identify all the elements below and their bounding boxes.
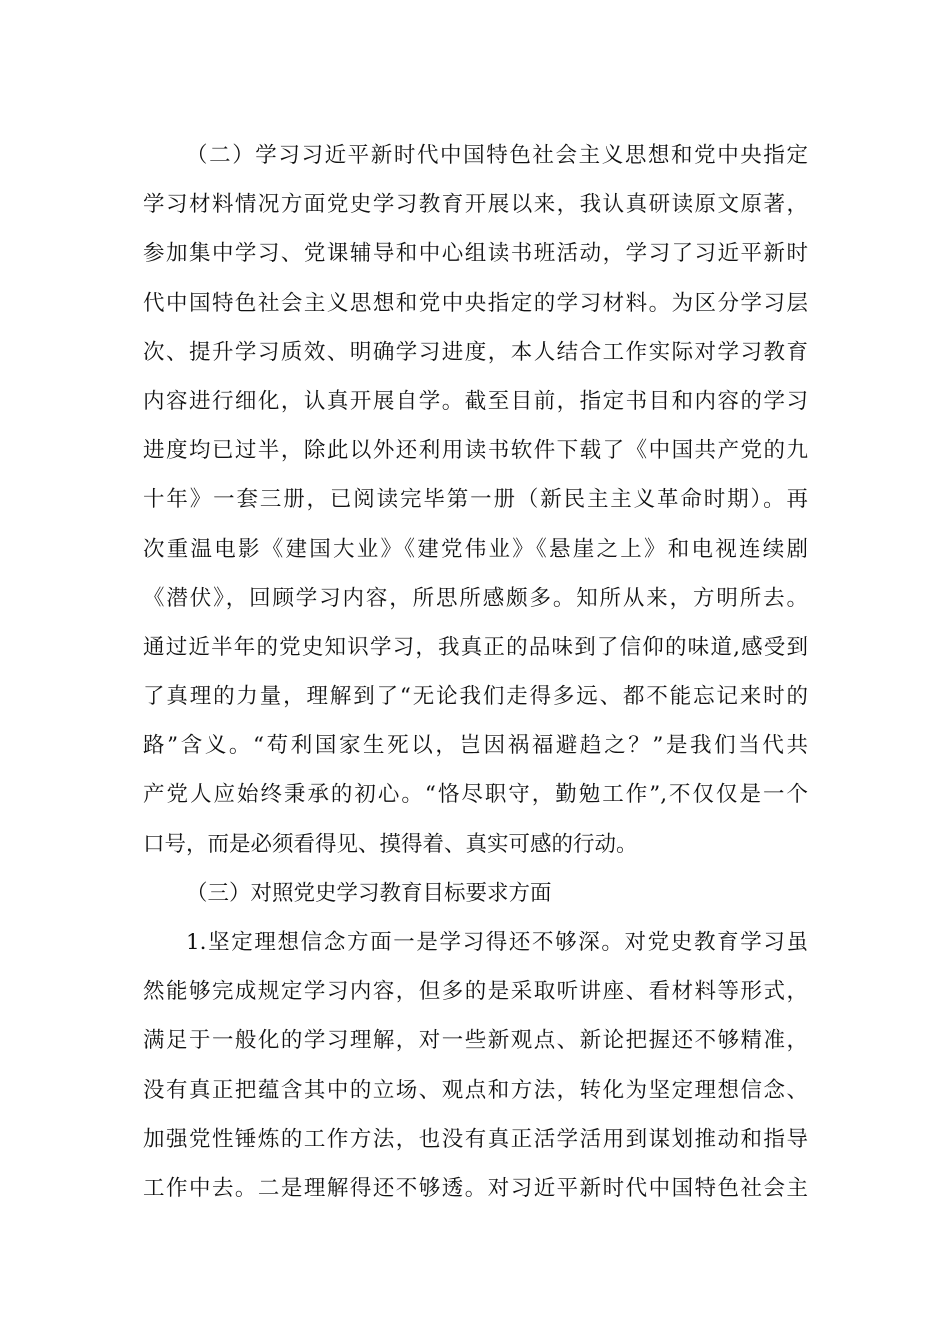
text-line: 加强党性锤炼的工作方法，也没有真正活学活用到谋划推动和指导	[143, 1126, 808, 1152]
text-line: 通过近半年的党史知识学习，我真正的品味到了信仰的味道,感受到	[143, 634, 808, 660]
text-line: （三）对照党史学习教育目标要求方面	[186, 880, 552, 906]
text-line: 然能够完成规定学习内容，但多的是采取听讲座、看材料等形式，	[143, 979, 808, 1005]
text-line: 满足于一般化的学习理解，对一些新观点、新论把握还不够精准，	[143, 1028, 808, 1054]
text-line: 次重温电影《建国大业》《建党伟业》《悬崖之上》和电视连续剧	[143, 536, 808, 562]
text-line: 参加集中学习、党课辅导和中心组读书班活动，学习了习近平新时	[143, 241, 808, 267]
text-line: 没有真正把蕴含其中的立场、观点和方法，转化为坚定理想信念、	[143, 1077, 808, 1103]
text-line: 了真理的力量，理解到了“无论我们走得多远、都不能忘记来时的	[143, 684, 808, 710]
text-line: 十年》一套三册，已阅读完毕第一册（新民主主义革命时期）。再	[143, 487, 808, 513]
text-line: 工作中去。二是理解得还不够透。对习近平新时代中国特色社会主	[143, 1175, 808, 1201]
text-line: 内容进行细化，认真开展自学。截至目前，指定书目和内容的学习	[143, 388, 808, 414]
text-line: 产党人应始终秉承的初心。“恪尽职守，勤勉工作”,不仅仅是一个	[143, 782, 808, 808]
text-line: 路”含义。“苟利国家生死以，岂因祸福避趋之？”是我们当代共	[143, 733, 808, 759]
body-text	[143, 131, 808, 1213]
text-line: 口号，而是必须看得见、摸得着、真实可感的行动。	[143, 831, 638, 857]
text-line: （二）学习习近平新时代中国特色社会主义思想和党中央指定	[186, 143, 808, 168]
text-line: 学习材料情况方面党史学习教育开展以来，我认真研读原文原著，	[143, 192, 808, 218]
text-line: 进度均已过半，除此以外还利用读书软件下载了《中国共产党的九	[143, 438, 808, 464]
text-line: 次、提升学习质效、明确学习进度，本人结合工作实际对学习教育	[143, 339, 808, 365]
text-line: 代中国特色社会主义思想和党中央指定的学习材料。为区分学习层	[143, 290, 808, 316]
text-line: 1.坚定理想信念方面一是学习得还不够深。对党史教育学习虽	[186, 930, 808, 955]
text-line: 《潜伏》，回顾学习内容，所思所感颇多。知所从来，方明所去。	[143, 585, 808, 611]
